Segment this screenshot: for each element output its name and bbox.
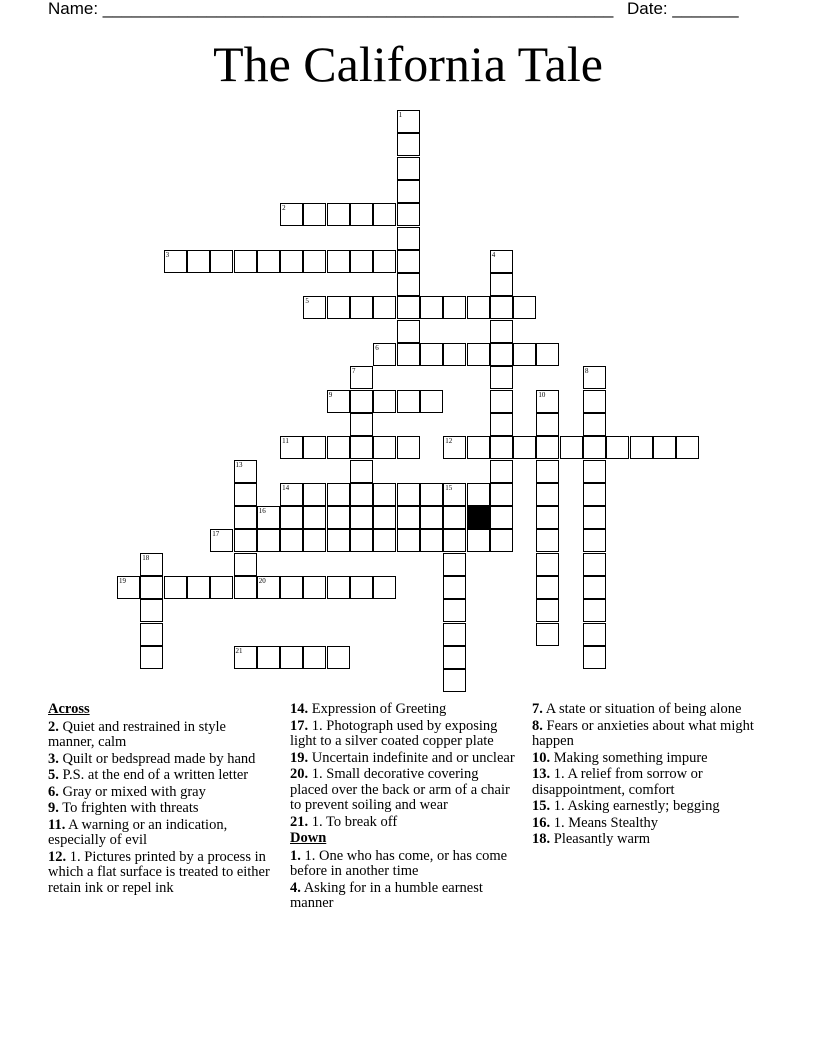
clue-item-text: Gray or mixed with gray <box>58 783 206 800</box>
grid-cell[interactable] <box>583 529 606 552</box>
grid-cell[interactable] <box>443 553 466 576</box>
clue-item <box>532 719 757 750</box>
grid-cell[interactable] <box>490 343 513 366</box>
grid-cell[interactable] <box>303 529 326 552</box>
grid-cell[interactable] <box>303 203 326 226</box>
clue-item-text: P.S. at the end of a written letter <box>58 767 249 783</box>
grid-cell[interactable] <box>117 576 140 599</box>
grid-cell[interactable] <box>210 576 233 599</box>
clue-item <box>48 720 273 751</box>
grid-cell[interactable] <box>490 483 513 506</box>
clue-number: 7 <box>352 367 356 376</box>
clue-item-text: 1. Photograph used by exposing light to a silver coated copper plate <box>290 717 498 749</box>
clue-item <box>532 816 757 832</box>
grid-cell[interactable] <box>583 553 606 576</box>
clue-item-number: 6. <box>48 783 59 800</box>
grid-cell[interactable] <box>443 576 466 599</box>
grid-cell[interactable] <box>583 390 606 413</box>
clue-item <box>532 702 757 718</box>
grid-cell[interactable] <box>350 250 373 273</box>
grid-cell[interactable] <box>350 296 373 319</box>
clue-item-text: 1. Means Stealthy <box>550 814 659 831</box>
clue-number: 21 <box>235 646 243 655</box>
clue-item <box>48 785 273 801</box>
clue-item-number: 1. <box>290 847 301 864</box>
clue-item <box>290 767 515 814</box>
clue-number: 4 <box>491 250 496 259</box>
grid-cell[interactable] <box>350 203 373 226</box>
grid-cell[interactable] <box>467 436 490 459</box>
grid-cell[interactable] <box>583 599 606 622</box>
grid-cell[interactable] <box>140 576 163 599</box>
grid-cell[interactable] <box>257 646 280 669</box>
grid-cell[interactable] <box>280 250 303 273</box>
clue-item-text: A state or situation of being alone <box>542 701 742 717</box>
grid-cell[interactable] <box>443 483 466 506</box>
grid-cell[interactable] <box>443 599 466 622</box>
grid-cell[interactable] <box>234 460 257 483</box>
grid-cell[interactable] <box>280 483 303 506</box>
grid-cell[interactable] <box>164 576 187 599</box>
grid-cell[interactable] <box>583 576 606 599</box>
clue-item <box>290 881 515 912</box>
clue-item <box>48 850 273 897</box>
clue-item-text: To frighten with threats <box>58 800 199 816</box>
clue-column-1 <box>48 702 273 897</box>
clue-item-text: Quiet and restrained in style manner, calm <box>48 718 226 750</box>
grid-cell[interactable] <box>397 157 420 180</box>
grid-cell[interactable] <box>420 529 443 552</box>
grid-cell[interactable] <box>583 366 606 389</box>
grid-cell[interactable] <box>234 483 257 506</box>
grid-cell[interactable] <box>350 413 373 436</box>
grid-cell[interactable] <box>303 436 326 459</box>
grid-cell[interactable] <box>630 436 653 459</box>
clue-item-text: 1. Pictures printed by a process in which a flat surface is treated to either retain ink or repel ink <box>48 848 270 896</box>
clue-number: 14 <box>282 483 290 492</box>
grid-cell[interactable] <box>257 506 280 529</box>
clue-number: 13 <box>235 460 243 469</box>
grid-cell[interactable] <box>583 623 606 646</box>
grid-cell[interactable] <box>397 343 420 366</box>
clue-item-text: Expression of Greeting <box>308 701 447 717</box>
grid-cell[interactable] <box>490 273 513 296</box>
grid-cell[interactable] <box>327 529 350 552</box>
grid-cell[interactable] <box>234 553 257 576</box>
grid-cell[interactable] <box>676 436 699 459</box>
grid-cell[interactable] <box>373 576 396 599</box>
grid-cell[interactable] <box>350 390 373 413</box>
grid-cell[interactable] <box>397 506 420 529</box>
grid-cell[interactable] <box>140 599 163 622</box>
clue-item-number: 21. <box>290 813 309 830</box>
clue-item-text: 1. One who has come, or has come before in another time <box>290 847 508 879</box>
name-label: Name: ______________________________________________________ <box>48 0 614 18</box>
clue-item <box>290 815 515 831</box>
clue-item-number: 15. <box>532 798 551 814</box>
grid-cell[interactable] <box>350 460 373 483</box>
grid-cell[interactable] <box>490 506 513 529</box>
grid-cell[interactable] <box>490 250 513 273</box>
clue-item-number: 10. <box>532 749 551 766</box>
grid-cell[interactable] <box>327 436 350 459</box>
grid-cell[interactable] <box>280 529 303 552</box>
clue-item <box>532 767 757 798</box>
grid-cell[interactable] <box>397 320 420 343</box>
grid-cell[interactable] <box>327 203 350 226</box>
grid-cell[interactable] <box>373 483 396 506</box>
grid-cell[interactable] <box>467 483 490 506</box>
grid-cell[interactable] <box>303 250 326 273</box>
grid-cell[interactable] <box>327 390 350 413</box>
grid-cell[interactable] <box>443 529 466 552</box>
grid-cell[interactable] <box>536 483 559 506</box>
grid-cell[interactable] <box>490 296 513 319</box>
grid-cell[interactable] <box>536 343 559 366</box>
grid-cell[interactable] <box>653 436 676 459</box>
clue-number: 18 <box>142 553 150 562</box>
grid-cell[interactable] <box>420 483 443 506</box>
grid-cell[interactable] <box>234 506 257 529</box>
grid-cell[interactable] <box>443 343 466 366</box>
clue-item-number: 20. <box>290 766 309 782</box>
date-label: Date: _______ <box>627 0 739 18</box>
clue-item-text: Making something impure <box>550 749 708 766</box>
clue-number: 3 <box>165 250 170 259</box>
grid-cell[interactable] <box>467 296 490 319</box>
grid-cell[interactable] <box>443 436 466 459</box>
grid-cell[interactable] <box>397 390 420 413</box>
black-cell <box>467 506 490 529</box>
grid-cell[interactable] <box>397 296 420 319</box>
clue-item <box>290 849 515 880</box>
clue-column-2 <box>290 702 515 913</box>
grid-cell[interactable] <box>210 250 233 273</box>
grid-cell[interactable] <box>303 576 326 599</box>
grid-cell[interactable] <box>583 436 606 459</box>
grid-cell[interactable] <box>536 460 559 483</box>
clue-item <box>532 799 757 815</box>
grid-cell[interactable] <box>536 390 559 413</box>
grid-cell[interactable] <box>420 296 443 319</box>
clue-item-text: A warning or an indication, especially of evil <box>48 816 228 848</box>
clue-item-text: 1. A relief from sorrow or disappointment, comfort <box>532 766 703 798</box>
clue-number: 9 <box>328 390 333 399</box>
clue-item <box>290 751 515 767</box>
clue-item-text: 1. Small decorative covering placed over the back or arm of a chair to prevent soiling and wear <box>290 766 510 813</box>
grid-cell[interactable] <box>373 436 396 459</box>
clue-number: 8 <box>585 367 589 376</box>
clue-item-number: 9. <box>48 800 59 816</box>
down-heading: Down <box>290 830 327 846</box>
grid-cell[interactable] <box>303 506 326 529</box>
grid-cell[interactable] <box>303 483 326 506</box>
grid-cell[interactable] <box>397 133 420 156</box>
grid-cell[interactable] <box>490 460 513 483</box>
grid-cell[interactable] <box>536 436 559 459</box>
clue-item-number: 18. <box>532 831 551 847</box>
grid-cell[interactable] <box>164 250 187 273</box>
grid-cell[interactable] <box>536 576 559 599</box>
grid-cell[interactable] <box>397 273 420 296</box>
clue-number: 5 <box>305 297 309 306</box>
grid-cell[interactable] <box>350 366 373 389</box>
clue-item <box>48 768 273 784</box>
grid-cell[interactable] <box>397 250 420 273</box>
grid-cell[interactable] <box>140 553 163 576</box>
grid-cell[interactable] <box>280 203 303 226</box>
grid-cell[interactable] <box>420 343 443 366</box>
clue-item-number: 7. <box>532 701 543 717</box>
grid-cell[interactable] <box>536 529 559 552</box>
grid-cell[interactable] <box>234 646 257 669</box>
clue-number: 6 <box>375 344 379 352</box>
grid-cell[interactable] <box>373 296 396 319</box>
grid-cell[interactable] <box>280 576 303 599</box>
grid-cell[interactable] <box>327 646 350 669</box>
grid-cell[interactable] <box>467 529 490 552</box>
across-heading: Across <box>48 701 90 717</box>
clue-item-number: 13. <box>532 766 551 782</box>
grid-cell[interactable] <box>257 529 280 552</box>
grid-cell[interactable] <box>443 623 466 646</box>
clue-number: 11 <box>282 437 289 446</box>
clue-number: 12 <box>445 437 453 446</box>
grid-cell[interactable] <box>327 483 350 506</box>
clue-item-text: Pleasantly warm <box>550 831 650 847</box>
grid-cell[interactable] <box>373 250 396 273</box>
grid-cell[interactable] <box>513 436 536 459</box>
grid-cell[interactable] <box>327 506 350 529</box>
grid-cell[interactable] <box>583 460 606 483</box>
clue-item-number: 3. <box>48 750 59 767</box>
clue-item-text: Quilt or bedspread made by hand <box>58 750 256 767</box>
clue-item-text: Asking for in a humble earnest manner <box>290 879 483 911</box>
clue-item-number: 11. <box>48 816 66 833</box>
grid-cell[interactable] <box>187 576 210 599</box>
grid-cell[interactable] <box>234 250 257 273</box>
grid-cell[interactable] <box>303 296 326 319</box>
clue-item <box>532 832 757 848</box>
clue-item <box>48 801 273 817</box>
clue-item-text: 1. To break off <box>308 813 398 830</box>
clue-item <box>532 751 757 767</box>
grid-cell[interactable] <box>397 110 420 133</box>
grid-cell[interactable] <box>397 529 420 552</box>
grid-cell[interactable] <box>490 413 513 436</box>
grid-cell[interactable] <box>327 576 350 599</box>
grid-cell[interactable] <box>210 529 233 552</box>
grid-cell[interactable] <box>373 203 396 226</box>
clue-number: 2 <box>282 204 286 213</box>
clue-item-number: 12. <box>48 848 67 865</box>
grid-cell[interactable] <box>490 436 513 459</box>
grid-cell[interactable] <box>397 436 420 459</box>
grid-cell[interactable] <box>350 506 373 529</box>
grid-cell[interactable] <box>536 553 559 576</box>
grid-cell[interactable] <box>373 343 396 366</box>
grid-cell[interactable] <box>397 483 420 506</box>
clue-item-number: 4. <box>290 879 301 896</box>
grid-cell[interactable] <box>536 413 559 436</box>
grid-cell[interactable] <box>513 343 536 366</box>
grid-cell[interactable] <box>606 436 629 459</box>
clue-item <box>48 752 273 768</box>
grid-cell[interactable] <box>327 250 350 273</box>
grid-cell[interactable] <box>373 390 396 413</box>
clue-item-text: 1. Asking earnestly; begging <box>550 798 720 814</box>
clue-item <box>290 702 515 718</box>
grid-cell[interactable] <box>397 203 420 226</box>
grid-cell[interactable] <box>536 599 559 622</box>
grid-cell[interactable] <box>373 506 396 529</box>
grid-cell[interactable] <box>467 343 490 366</box>
grid-cell[interactable] <box>420 506 443 529</box>
grid-cell[interactable] <box>490 529 513 552</box>
clue-number: 17 <box>212 530 220 539</box>
grid-cell[interactable] <box>280 506 303 529</box>
clue-item-number: 17. <box>290 717 309 734</box>
clue-item-text: Fears or anxieties about what might happen <box>532 717 754 749</box>
grid-cell[interactable] <box>536 506 559 529</box>
grid-cell[interactable] <box>443 296 466 319</box>
grid-cell[interactable] <box>327 296 350 319</box>
grid-cell[interactable] <box>490 366 513 389</box>
clue-number: 15 <box>445 483 453 492</box>
grid-cell[interactable] <box>257 576 280 599</box>
clue-item-number: 16. <box>532 814 551 831</box>
grid-cell[interactable] <box>280 436 303 459</box>
grid-cell[interactable] <box>350 576 373 599</box>
grid-cell[interactable] <box>513 296 536 319</box>
clue-item-text: Uncertain indefinite and or unclear <box>308 749 515 766</box>
clue-item-number: 5. <box>48 767 59 783</box>
clue-number: 16 <box>258 507 266 516</box>
grid-cell[interactable] <box>234 576 257 599</box>
grid-cell[interactable] <box>234 529 257 552</box>
grid-cell[interactable] <box>140 646 163 669</box>
grid-cell[interactable] <box>443 669 466 692</box>
clue-item-number: 8. <box>532 717 543 734</box>
grid-cell[interactable] <box>350 529 373 552</box>
clue-item-number: 19. <box>290 749 309 766</box>
grid-cell[interactable] <box>350 436 373 459</box>
grid-cell[interactable] <box>443 646 466 669</box>
page-title: The California Tale <box>213 36 603 92</box>
grid-cell[interactable] <box>303 646 326 669</box>
grid-cell[interactable] <box>187 250 210 273</box>
clue-item-number: 14. <box>290 701 309 717</box>
clue-item-number: 2. <box>48 718 59 735</box>
grid-cell[interactable] <box>583 483 606 506</box>
grid-cell[interactable] <box>490 320 513 343</box>
clue-number: 1 <box>398 111 403 119</box>
grid-cell[interactable] <box>583 413 606 436</box>
grid-cell[interactable] <box>280 646 303 669</box>
grid-cell[interactable] <box>373 529 396 552</box>
grid-cell[interactable] <box>443 506 466 529</box>
grid-cell[interactable] <box>560 436 583 459</box>
grid-cell[interactable] <box>397 180 420 203</box>
clue-number: 10 <box>538 390 546 399</box>
grid-cell[interactable] <box>536 623 559 646</box>
grid-cell[interactable] <box>583 646 606 669</box>
grid-cell[interactable] <box>140 623 163 646</box>
grid-cell[interactable] <box>420 390 443 413</box>
clue-item <box>48 818 273 849</box>
grid-cell[interactable] <box>397 227 420 250</box>
grid-cell[interactable] <box>490 390 513 413</box>
clue-column-3 <box>532 702 757 849</box>
clue-number: 20 <box>258 577 266 585</box>
clue-item <box>290 719 515 750</box>
clue-number: 19 <box>119 577 126 585</box>
grid-cell[interactable] <box>350 483 373 506</box>
grid-cell[interactable] <box>257 250 280 273</box>
grid-cell[interactable] <box>583 506 606 529</box>
